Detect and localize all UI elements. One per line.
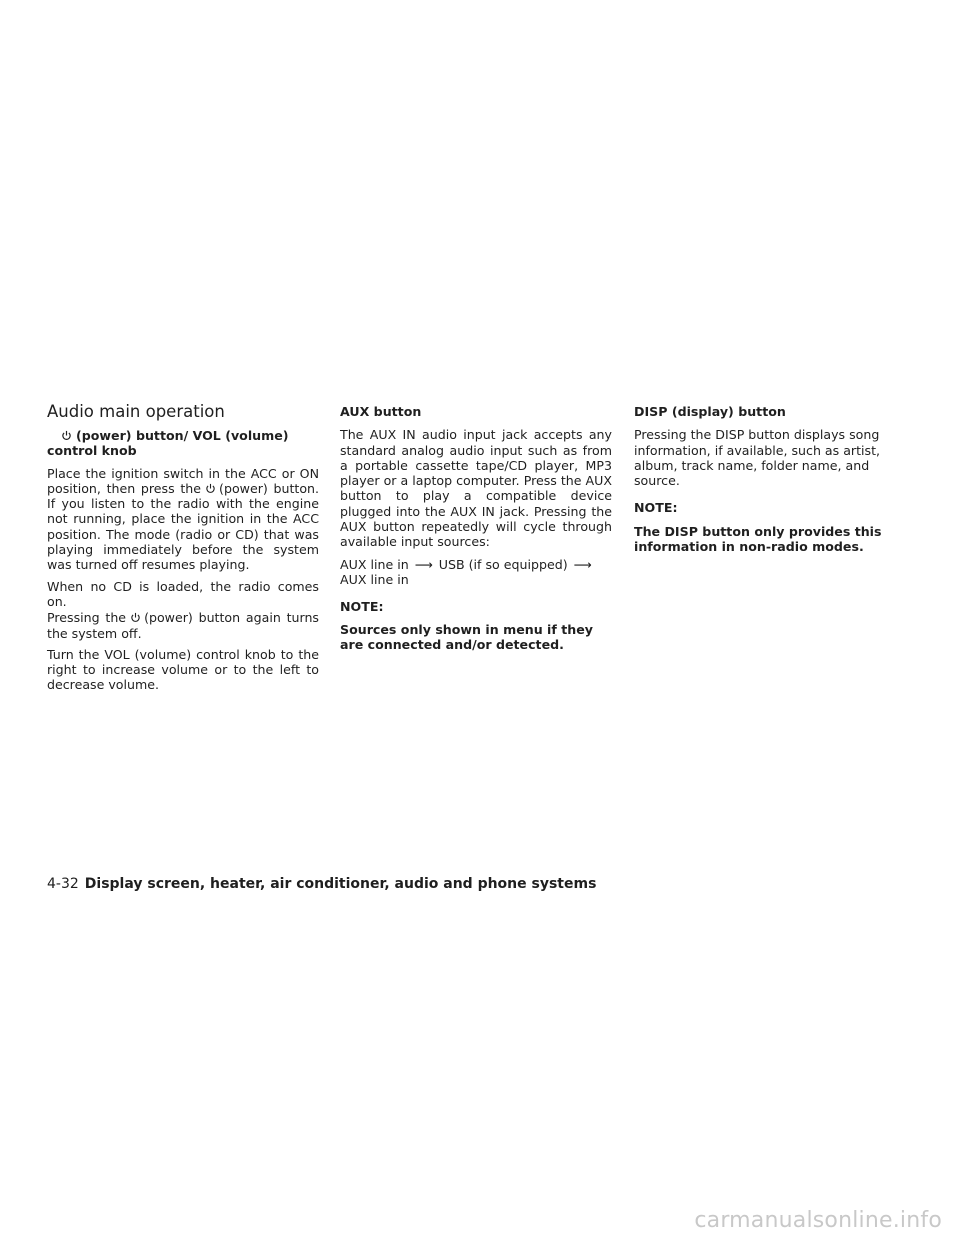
aux-cycle [340,557,612,588]
arrow-right-icon: ⟶ [573,556,592,572]
power-icon [205,483,216,494]
power-vol-paragraph-3 [47,610,319,641]
column-left [47,402,319,699]
power-vol-paragraph-1 [47,466,319,573]
power-vol-p1-start: Place the ignition switch in the ACC or ON position, then press the [47,465,319,496]
power-vol-paragraph-2: When no CD is loaded, the radio comes on. [47,578,319,609]
power-vol-heading [47,428,319,459]
power-icon [130,612,141,623]
aux-paragraph-1: The AUX IN audio input jack accepts any standard analog audio input such as from a portable cassette tape/CD player, MP3 player or a laptop computer. Press the AUX button to play a compatible device plugged into the AUX IN jack. Pressing the AUX button repeatedly will cycle through available input sources: [340,427,612,550]
power-vol-p3-end: (power) button again turns the system off. [47,610,319,641]
power-vol-paragraph-4: Turn the VOL (volume) control knob to the right to increase volume or to the left to decrease volume. [47,646,319,693]
power-icon [61,430,72,441]
column-right [634,402,909,562]
power-vol-heading-text-b: control knob [47,443,137,459]
disp-paragraph-1: Pressing the DISP button displays song information, if available, such as artist, album, track name, folder name, and source. [634,427,881,489]
column-middle [340,402,612,659]
aux-note-label: NOTE: [340,599,384,615]
power-vol-p1-end: (power) button. If you listen to the radio with the engine not running, place the ignition in the ACC position. The mode (radio or CD) that was playing immediately before the system was turned off resumes playing. [47,480,320,573]
aux-cycle-step-3: AUX line in [340,571,409,587]
aux-note-body: Sources only shown in menu if they are connected and/or detected. [340,621,593,652]
aux-cycle-step-1: AUX line in [340,556,409,572]
aux-heading: AUX button [340,404,422,419]
page-number: 4-32 [47,876,79,892]
power-vol-p3-start: Pressing the [47,610,127,626]
watermark: carmanualsonline.info [694,1208,942,1233]
page-footer [47,875,596,893]
chapter-title: Display screen, heater, air conditioner, audio and phone systems [84,876,597,892]
power-vol-heading-text-a: (power) button/ VOL (volume) [76,428,289,443]
disp-note-body: The DISP button only provides this information in non-radio modes. [634,523,882,555]
disp-note-label: NOTE: [634,500,678,516]
disp-heading: DISP (display) button [634,404,786,419]
aux-cycle-step-2: USB (if so equipped) [438,556,568,572]
section-title: Audio main operation [47,402,225,421]
arrow-right-icon: ⟶ [414,556,433,572]
